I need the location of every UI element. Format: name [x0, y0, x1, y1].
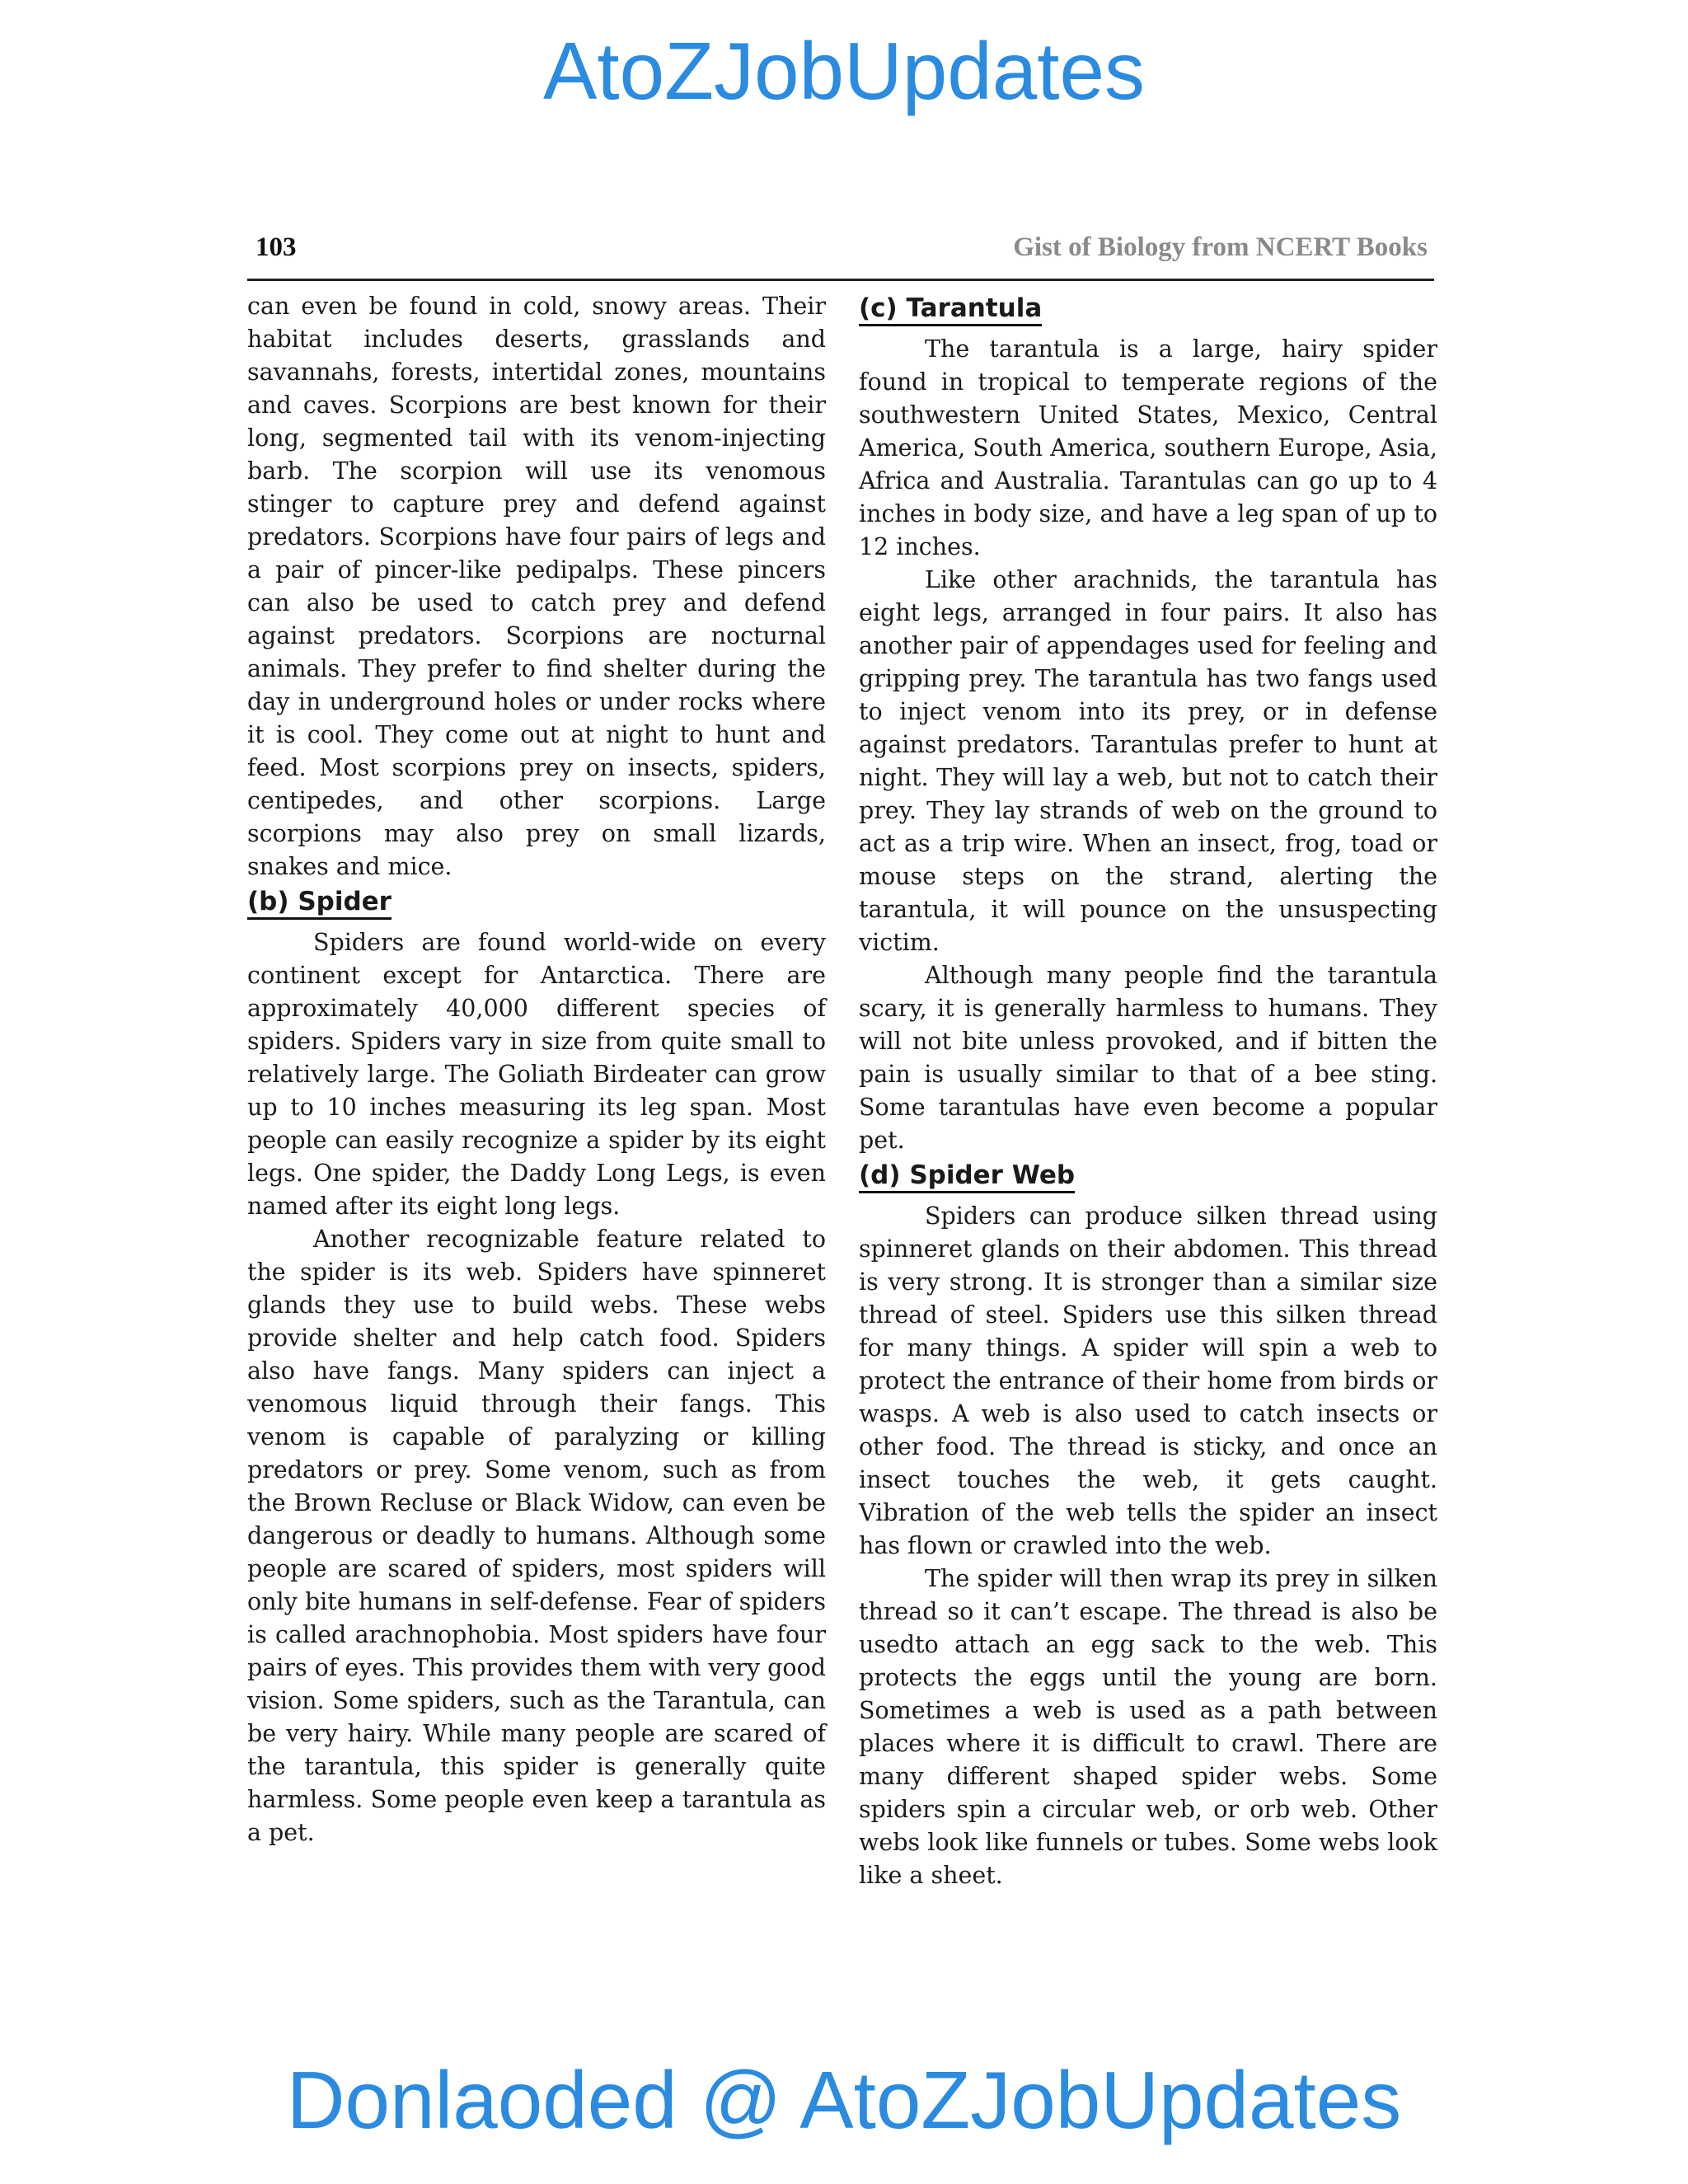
paragraph-tarantula-1: The tarantula is a large, hairy spider found in tropical to temperate regions of the southwestern United States, Mexico, Central America, South America, southern Europe, Asia, Africa and Australia. Tarantulas can go up to 4 inches in body size, and have a leg span of up to 12 inches.: [859, 335, 1437, 560]
heading-spider-text: (b) Spider: [247, 887, 392, 920]
paragraph-spider-1: Spiders are found world-wide on every continent except for Antarctica. There are approximately 40,000 different species of spiders. Spiders vary in size from quite small to relatively large. The Goliath Birdeater can grow up to 10 inches measuring its leg span. Most people can easily recognize a spider by its eight legs. One spider, the Daddy Long Legs, is even named after its eight long legs.: [247, 929, 826, 1220]
paragraph-tarantula-2: Like other arachnids, the tarantula has eight legs, arranged in four pairs. It also has another pair of appendages used for feeling and gripping prey. The tarantula has two fangs used to inject venom into its prey, or in defense against predators. Tarantulas prefer to hunt at night. They will lay a web, but not to catch their prey. They lay strands of web on the ground to act as a trip wire. When an insect, frog, toad or mouse steps on the strand, alerting the tarantula, it will pounce on the unsuspecting victim.: [859, 566, 1437, 956]
running-header: [247, 229, 1434, 281]
paragraph-spider-2: Another recognizable feature related to the spider is its web. Spiders have spinneret glands they use to build webs. These webs provide shelter and help catch food. Spiders also have fangs. Many spiders can inject a venomous liquid through their fangs. This venom is capable of paralyzing or killing predators or prey. Some venom, such as from the Brown Recluse or Black Widow, can even be dangerous or deadly to humans. Although some people are scared of spiders, most spiders will only bite humans in self-defense. Fear of spiders is called arachnophobia. Most spiders have four pairs of eyes. This provides them with very good vision. Some spiders, such as the Tarantula, can be very hairy. While many people are scared of the tarantula, this spider is generally quite harmless. Some people even keep a tarantula as a pet.: [247, 1226, 826, 1846]
paragraph-tarantula-3: Although many people find the tarantula scary, it is generally harmless to humans. They will not bite unless provoked, and if bitten the pain is usually similar to that of a bee sting. Some tarantulas have even become a popular pet.: [859, 962, 1437, 1154]
left-column: [247, 290, 826, 1849]
paragraph-web-2: The spider will then wrap its prey in silken thread so it can’t escape. The thread is also be usedto attach an egg sack to the web. This protects the eggs until the young are born. Sometimes a web is used as a path between places where it is difficult to crawl. There are many different shaped spider webs. Some spiders spin a circular web, or orb web. Other webs look like funnels or tubes. Some webs look like a sheet.: [859, 1565, 1437, 1889]
page-number: 103: [256, 232, 297, 262]
heading-tarantula: [859, 292, 1437, 325]
right-column: [859, 290, 1437, 1892]
watermark-top: AtoZJobUpdates: [543, 26, 1145, 116]
paragraph-scorpion-continued: can even be found in cold, snowy areas. Their habitat includes deserts, grasslands and savannahs, forests, intertidal zones, mountains and caves. Scorpions are best known for their long, segmented tail with its venom-injecting barb. The scorpion will use its venomous stinger to capture prey and defend against predators. Scorpions have four pairs of legs and a pair of pincer-like pedipalps. These pincers can also be used to catch prey and defend against predators. Scorpions are nocturnal animals. They prefer to find shelter during the day in underground holes or under rocks where it is cool. They come out at night to hunt and feed. Most scorpions prey on insects, spiders, centipedes, and other scorpions. Large scorpions may also prey on small lizards, snakes and mice.: [247, 293, 826, 880]
heading-spider: [247, 885, 826, 918]
heading-tarantula-text: (c) Tarantula: [859, 293, 1042, 326]
heading-spider-web-text: (d) Spider Web: [859, 1160, 1075, 1193]
watermark-bottom: Donlaoded @ AtoZJobUpdates: [286, 2055, 1402, 2145]
heading-spider-web: [859, 1159, 1437, 1192]
paragraph-web-1: Spiders can produce silken thread using spinneret glands on their abdomen. This thread is very strong. It is stronger than a similar size thread of steel. Spiders use this silken thread for many things. A spider will spin a web to protect the entrance of their home from birds or wasps. A web is also used to catch insects or other food. The thread is sticky, and once an insect touches the web, it gets caught. Vibration of the web tells the spider an insect has flown or crawled into the web.: [859, 1202, 1437, 1559]
book-title: Gist of Biology from NCERT Books: [1013, 232, 1428, 262]
